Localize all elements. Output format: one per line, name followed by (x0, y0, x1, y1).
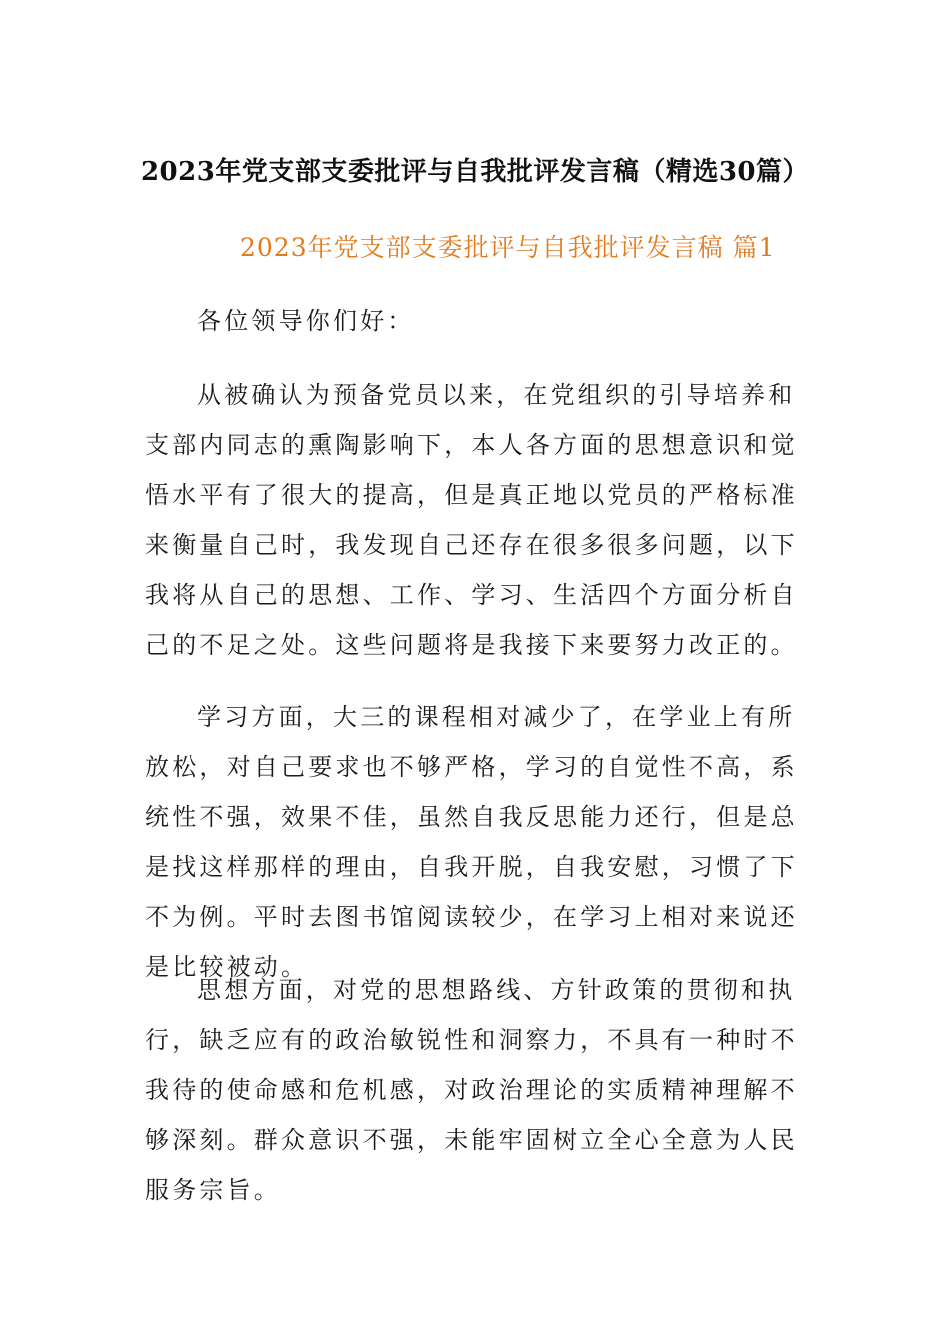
paragraph-3: 思想方面，对党的思想路线、方针政策的贯彻和执行，缺乏应有的政治敏锐性和洞察力，不具有一种时不我待的使命感和危机感，对政治理论的实质精神理解不够深刻。群众意识不强，未能牢固树立全心全意为人民服务宗旨。 (145, 976, 798, 1204)
document-title: 2023年党支部支委批评与自我批评发言稿（精选30篇） (140, 157, 810, 187)
paragraph-2: 学习方面，大三的课程相对减少了，在学业上有所放松，对自己要求也不够严格，学习的自觉性不高，系统性不强，效果不佳，虽然自我反思能力还行，但是总是找这样那样的理由，自我开脱，自我安慰，习惯了下不为例。平时去图书馆阅读较少，在学习上相对来说还是比较被动。 (145, 703, 798, 981)
greeting-line: 各位领导你们好： (197, 307, 415, 335)
paragraph-1: 从被确认为预备党员以来，在党组织的引导培养和支部内同志的熏陶影响下，本人各方面的思想意识和觉悟水平有了很大的提高，但是真正地以党员的严格标准来衡量自己时，我发现自己还存在很多很多问题，以下我将从自己的思想、工作、学习、生活四个方面分析自己的不足之处。这些问题将是我接下来要努力改正的。 (145, 381, 798, 659)
section-heading: 2023年党支部支委批评与自我批评发言稿 篇1 (240, 233, 776, 262)
